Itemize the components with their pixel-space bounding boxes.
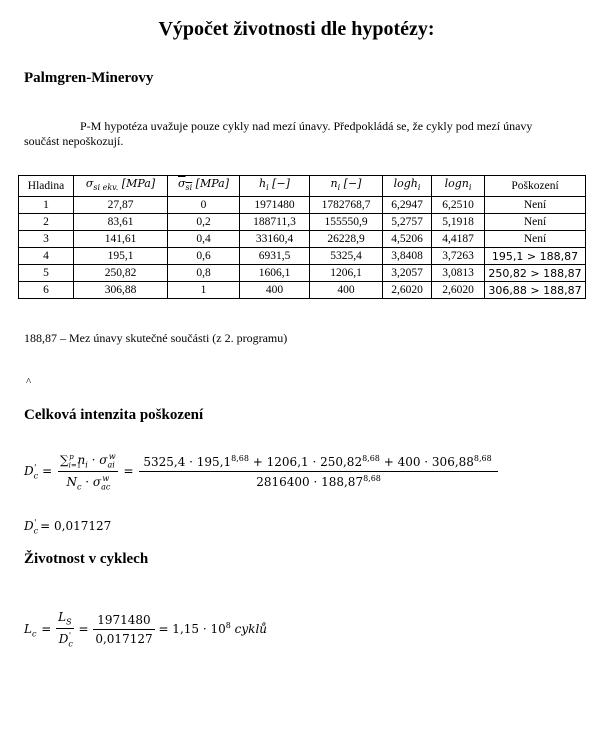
table-row: [19, 282, 586, 299]
dc-symbol: $D_c'$: [24, 463, 39, 481]
cell: 0,6: [168, 248, 240, 265]
cell: 27,87: [74, 197, 168, 214]
cell: 6,2947: [383, 197, 432, 214]
cell: Není: [485, 214, 586, 231]
life-numeric-fraction: [93, 613, 154, 646]
cell: 2: [19, 214, 74, 231]
life-numeric-numerator: 1971480: [93, 613, 154, 630]
cell: 0,2: [168, 214, 240, 231]
cell: 0,4: [168, 231, 240, 248]
page-title: Výpočet životnosti dle hypotézy:: [158, 18, 435, 40]
cell: 3,0813: [432, 265, 485, 282]
cell: 0: [168, 197, 240, 214]
cell: 250,82 > 188,87: [485, 265, 586, 282]
cell: 195,1: [74, 248, 168, 265]
cell: Není: [485, 231, 586, 248]
cell: 3,7263: [432, 248, 485, 265]
cell: Není: [485, 197, 586, 214]
cell: 2,6020: [432, 282, 485, 299]
life-symbolic-denominator: $D_c'$: [58, 631, 73, 649]
cell: 33160,4: [240, 231, 310, 248]
hypothesis-paragraph: [24, 119, 544, 149]
cell: 4,4187: [432, 231, 485, 248]
header-logni: logn$_i$: [432, 176, 485, 197]
cell: 5,1918: [432, 214, 485, 231]
table-row: [19, 265, 586, 282]
damage-result: $D_c' = 0,017127$: [24, 518, 112, 536]
life-symbolic-fraction: [56, 610, 73, 649]
table-row: [19, 214, 586, 231]
cell: 1782768,7: [310, 197, 383, 214]
cell: 250,82: [74, 265, 168, 282]
fatigue-limit-note: 188,87 – Mez únavy skutečné součásti (z 2. programu): [24, 331, 288, 345]
cell: 5,2757: [383, 214, 432, 231]
numeric-numerator: $5325,4 \cdot 195,1^{8,68} + 1206,1 \cdot 250,82^{8,68} + 400 \cdot 306,88^{8,68}$: [139, 454, 497, 472]
cell: 6931,5: [240, 248, 310, 265]
cell: 3,8408: [383, 248, 432, 265]
damage-formula: $D_c'$ = $\frac{\sum_{i=1}^p n_i \cdot \sigma_{ai}^w}{N_c \cdot \sigma_{ac}^w}$ = $\frac{5325,4 \cdot 195,1^{8,68} + 1206,1 \cdot 250,82^{8,68} + 400 \cdot 306,88^{8,68}}{2816400 \cdot 188,87^{8,68}}$: [24, 452, 498, 492]
header-hi: $h_i$ [−]: [240, 176, 310, 197]
cell: 4,5206: [383, 231, 432, 248]
header-ni: $n_i$ [−]: [310, 176, 383, 197]
damage-numeric-fraction: [139, 454, 497, 489]
cell: 5325,4: [310, 248, 383, 265]
life-formula: $L_c$ = $\frac{L_S}{D_c'}$ = $\frac{1971480}{0,017127}$ = $1,15 \cdot 10^8$ cyklů: [24, 610, 268, 649]
cell: 3: [19, 231, 74, 248]
numeric-denominator: $2816400 \cdot 188,87^{8,68}$: [256, 474, 381, 490]
cell: 2,6020: [383, 282, 432, 299]
cell: 141,61: [74, 231, 168, 248]
cell: 1206,1: [310, 265, 383, 282]
damage-general-fraction: [58, 452, 118, 492]
cell: 6,2510: [432, 197, 485, 214]
cell: 1: [168, 282, 240, 299]
general-denominator: $N_c \cdot \sigma_{ac}^w$: [66, 474, 111, 492]
cell: 5: [19, 265, 74, 282]
levels-table: [18, 175, 586, 299]
cell: 155550,9: [310, 214, 383, 231]
header-loghi: logh$_i$: [383, 176, 432, 197]
cell: 195,1 > 188,87: [485, 248, 586, 265]
section-heading-damage: Celková intenzita poškození: [24, 407, 204, 423]
header-damage: Poškození: [485, 176, 586, 197]
cell: 0,8: [168, 265, 240, 282]
section-heading-palmgren: Palmgren-Minerovy: [24, 70, 154, 86]
header-sigma-eq: $\sigma_{si ekv.}$ [MPa]: [74, 176, 168, 197]
cell: 83,61: [74, 214, 168, 231]
cell: 188711,3: [240, 214, 310, 231]
cell: 1: [19, 197, 74, 214]
cell: 3,2057: [383, 265, 432, 282]
table-header-row: [19, 176, 586, 197]
section-heading-life: Životnost v cyklech: [24, 551, 149, 567]
cell: 400: [310, 282, 383, 299]
cell: 1606,1: [240, 265, 310, 282]
cell: 4: [19, 248, 74, 265]
cell: 26228,9: [310, 231, 383, 248]
table-row: [19, 197, 586, 214]
header-level: Hladina: [19, 176, 74, 197]
header-sigma-si: $\sigma_{si}$ [MPa]: [168, 176, 240, 197]
life-numeric-denominator: 0,017127: [95, 631, 153, 646]
cell: 1971480: [240, 197, 310, 214]
cell: 6: [19, 282, 74, 299]
cell: 400: [240, 282, 310, 299]
caret-mark: ^: [26, 376, 32, 388]
cell: 306,88: [74, 282, 168, 299]
table-row: [19, 231, 586, 248]
hypothesis-text: P-M hypotéza uvažuje pouze cykly nad mezí únavy. Předpokládá se, že cykly pod mezí únavy součást nepoškozují.: [24, 119, 533, 148]
life-symbolic-numerator: $L_S$: [56, 610, 73, 629]
cell: 306,88 > 188,87: [485, 282, 586, 299]
general-numerator: $\sum_{i=1}^p$ $n_i \cdot \sigma_{ai}^w$: [58, 452, 118, 472]
table-row: [19, 248, 586, 265]
life-result: = $1,15 \cdot 10^8$ cyklů: [158, 620, 268, 636]
